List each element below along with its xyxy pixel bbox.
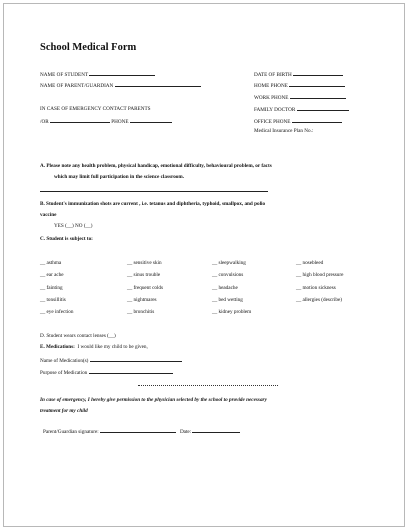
work-phone-line[interactable]	[290, 93, 346, 99]
condition-bed-wetting[interactable]: __ bed wetting	[212, 297, 243, 303]
section-a-text-1: A. Please note any health problem, physical handicap, emotional difficulty, behavioural problem, or facts	[40, 163, 272, 169]
dotted-separator	[138, 385, 278, 386]
section-a-text-2: which may limit full participation in the science classroom.	[54, 174, 185, 180]
parent-name-label: NAME OF PARENT/GUARDIAN	[40, 83, 114, 89]
form-title: School Medical Form	[40, 42, 137, 53]
medication-purpose-field[interactable]	[40, 368, 173, 376]
section-b-text-2: vaccine	[40, 212, 57, 218]
medication-name-label: Name of Medication(s)	[40, 358, 89, 364]
parent-name-field[interactable]	[40, 81, 201, 89]
section-e-statement: I would like my child to be given,	[77, 344, 148, 350]
condition-sinus-trouble[interactable]: __ sinus trouble	[127, 272, 161, 278]
section-e-line	[40, 344, 148, 350]
emergency-contact-field[interactable]	[40, 117, 172, 125]
home-phone-field[interactable]	[254, 81, 345, 89]
family-doctor-label: FAMILY DOCTOR	[254, 107, 296, 113]
condition-asthma[interactable]: __ asthma	[40, 260, 62, 266]
signature-label: Parent/Guardian signature:	[43, 429, 99, 435]
date-label: Date:	[179, 429, 192, 435]
insurance-label: Medical Insurance Plan No.:	[254, 128, 314, 134]
dob-field[interactable]	[254, 70, 343, 78]
immunization-yes-no[interactable]: YES (__) NO (__)	[54, 223, 93, 229]
condition-convulsions[interactable]: __ convulsions	[212, 272, 244, 278]
phone-label: PHONE	[111, 119, 129, 125]
family-doctor-line[interactable]	[297, 105, 349, 111]
condition-bronchitis[interactable]: __ bronchitis	[127, 309, 155, 315]
section-e-label: E. Medications:	[40, 344, 75, 350]
condition-frequent-colds[interactable]: __ frequent colds	[127, 285, 164, 291]
office-phone-line[interactable]	[292, 117, 342, 123]
condition-motion-sickness[interactable]: __ motion sickness	[296, 285, 336, 291]
student-name-label: NAME OF STUDENT	[40, 72, 89, 78]
work-phone-field[interactable]	[254, 93, 346, 101]
work-phone-label: WORK PHONE	[254, 95, 289, 101]
medication-purpose-label: Purpose of Medication	[40, 370, 88, 376]
condition-tonsillitis[interactable]: __ tonsillitis	[40, 297, 66, 303]
medication-name-line[interactable]	[90, 356, 182, 362]
dob-label: DATE OF BIRTH	[254, 72, 292, 78]
condition-fainting[interactable]: __ fainting	[40, 285, 63, 291]
condition-ear-ache[interactable]: __ ear ache	[40, 272, 64, 278]
section-c-label: C. Student is subject to:	[40, 236, 93, 242]
family-doctor-field[interactable]	[254, 105, 349, 113]
consent-text-1: In case of emergency, I hereby give permission to the physician selected by the school to provide necessary	[40, 397, 267, 403]
home-phone-line[interactable]	[289, 81, 345, 87]
office-phone-label: OFFICE PHONE	[254, 119, 291, 125]
condition-sleepwalking[interactable]: __ sleepwalking	[212, 260, 246, 266]
form-page	[3, 3, 405, 527]
section-a-answer-line[interactable]	[40, 191, 268, 192]
signature-row	[43, 427, 240, 435]
emergency-label: IN CASE OF EMERGENCY CONTACT PARENTS	[40, 106, 151, 112]
dob-line[interactable]	[293, 70, 343, 76]
condition-nosebleed[interactable]: __ nosebleed	[296, 260, 324, 266]
medication-purpose-line[interactable]	[89, 368, 173, 374]
emergency-phone-line[interactable]	[130, 117, 172, 123]
condition-eye-infection[interactable]: __ eye infection	[40, 309, 74, 315]
office-phone-field[interactable]	[254, 117, 342, 125]
section-b-text-1: B. Student's immunization shots are current , i.e. tetanus and diphtheria, typhoid, smallpox, and polio	[40, 201, 266, 207]
medication-name-field[interactable]	[40, 356, 182, 364]
student-name-field[interactable]	[40, 70, 155, 78]
condition-allergies[interactable]: __ allergies (describe)	[296, 297, 342, 303]
condition-headache[interactable]: __ headache	[212, 285, 238, 291]
home-phone-label: HOME PHONE	[254, 83, 288, 89]
student-name-line[interactable]	[89, 70, 155, 76]
or-label: /OR	[40, 119, 49, 125]
date-line[interactable]	[192, 427, 240, 433]
parent-name-line[interactable]	[115, 81, 201, 87]
condition-kidney-problem[interactable]: __ kidney problem	[212, 309, 252, 315]
emergency-contact-line[interactable]	[50, 117, 110, 123]
condition-nightmares[interactable]: __ nightmares	[127, 297, 157, 303]
signature-line[interactable]	[100, 427, 176, 433]
condition-sensitive-skin[interactable]: __ sensitive skin	[127, 260, 162, 266]
condition-high-blood-pressure[interactable]: __ high blood pressure	[296, 272, 344, 278]
section-d-contact-lenses[interactable]: D. Student wears contact lenses (__)	[40, 333, 116, 339]
consent-text-2: treatment for my child	[40, 408, 88, 414]
